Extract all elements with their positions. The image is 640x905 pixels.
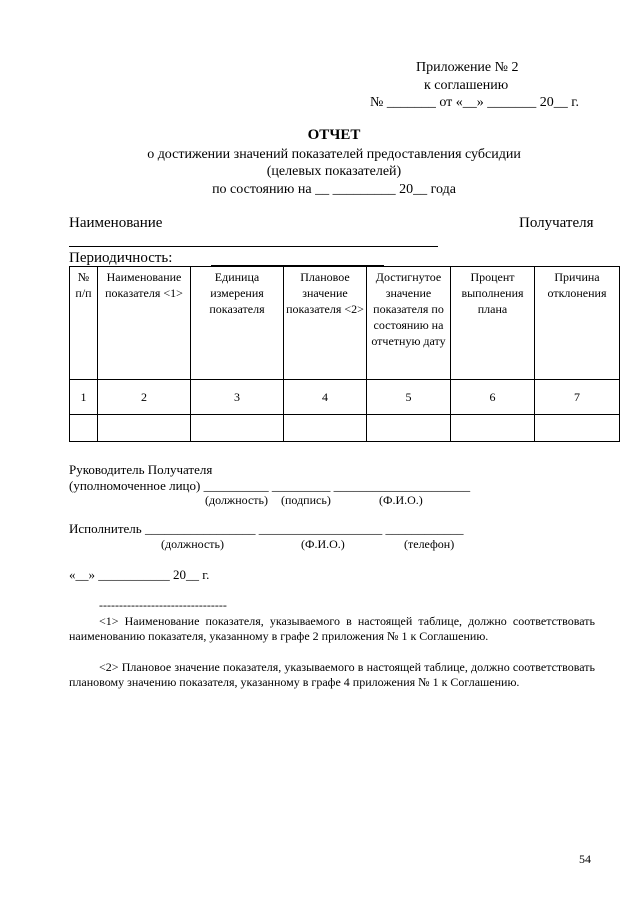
subtitle-line-2: (целевых показателей) bbox=[266, 164, 402, 179]
date-line: «__» ___________ 20__ г. bbox=[69, 567, 210, 582]
col-number-cell: 3 bbox=[191, 380, 284, 415]
col-number-cell: 4 bbox=[284, 380, 367, 415]
col-header-indicator-name: Наименование показателя <1> bbox=[98, 267, 191, 380]
table-cell bbox=[191, 415, 284, 442]
document-title: ОТЧЕТ bbox=[307, 127, 361, 143]
col-header-number: № п/п bbox=[70, 267, 98, 380]
footnote-separator: -------------------------------- bbox=[99, 598, 227, 612]
recipient-underline bbox=[69, 246, 438, 247]
col-header-achieved-value: Достигнутое значение показателя по состоянию на отчетную дату bbox=[367, 267, 451, 380]
head-signature-title: Руководитель Получателя bbox=[69, 462, 213, 477]
recipient-label-right: Получателя bbox=[519, 215, 594, 231]
recipient-label-left: Наименование bbox=[69, 215, 163, 231]
subtitle-line-1: о достижении значений показателей предоставления субсидии bbox=[147, 147, 521, 162]
appendix-line-2: к соглашению bbox=[424, 78, 509, 93]
col-header-reason: Причина отклонения bbox=[535, 267, 620, 380]
col-header-percent: Процент выполнения плана bbox=[451, 267, 535, 380]
appendix-line-1: Приложение № 2 bbox=[416, 60, 519, 75]
head-caption-name: (Ф.И.О.) bbox=[379, 493, 423, 507]
col-number-cell: 6 bbox=[451, 380, 535, 415]
executor-caption-name: (Ф.И.О.) bbox=[301, 537, 345, 551]
subtitle-line-3: по состоянию на __ _________ 20__ года bbox=[212, 182, 456, 197]
periodicity-label: Периодичность: bbox=[69, 250, 173, 266]
col-number-cell: 7 bbox=[535, 380, 620, 415]
executor-line: Исполнитель _________________ ___________________ ____________ bbox=[69, 521, 464, 536]
col-header-unit: Единица измерения показателя bbox=[191, 267, 284, 380]
appendix-line-3: № _______ от «__» _______ 20__ г. bbox=[370, 95, 579, 110]
head-caption-position: (должность) bbox=[205, 493, 268, 507]
executor-caption-phone: (телефон) bbox=[404, 537, 455, 551]
table-cell bbox=[367, 415, 451, 442]
report-table bbox=[69, 266, 620, 442]
col-number-cell: 1 bbox=[70, 380, 98, 415]
col-number-cell: 5 bbox=[367, 380, 451, 415]
page-number: 54 bbox=[579, 852, 591, 866]
table-cell bbox=[451, 415, 535, 442]
head-caption-signature: (подпись) bbox=[281, 493, 331, 507]
table-cell bbox=[98, 415, 191, 442]
col-header-planned-value: Плановое значение показателя <2> bbox=[284, 267, 367, 380]
footnote-2: <2> Плановое значение показателя, указываемого в настоящей таблице, должно соответствовать плановому значению показателя, указанному в графе 4 приложения № 1 к Соглашению. bbox=[69, 660, 595, 689]
footnote-1: <1> Наименование показателя, указываемого в настоящей таблице, должно соответствовать наименованию показателя, указанному в графе 2 приложения № 1 к Соглашению. bbox=[69, 614, 595, 643]
table-cell bbox=[535, 415, 620, 442]
table-cell bbox=[70, 415, 98, 442]
executor-caption-position: (должность) bbox=[161, 537, 224, 551]
head-signature-line: (уполномоченное лицо) __________ _________ _____________________ bbox=[69, 478, 471, 493]
col-number-cell: 2 bbox=[98, 380, 191, 415]
table-cell bbox=[284, 415, 367, 442]
